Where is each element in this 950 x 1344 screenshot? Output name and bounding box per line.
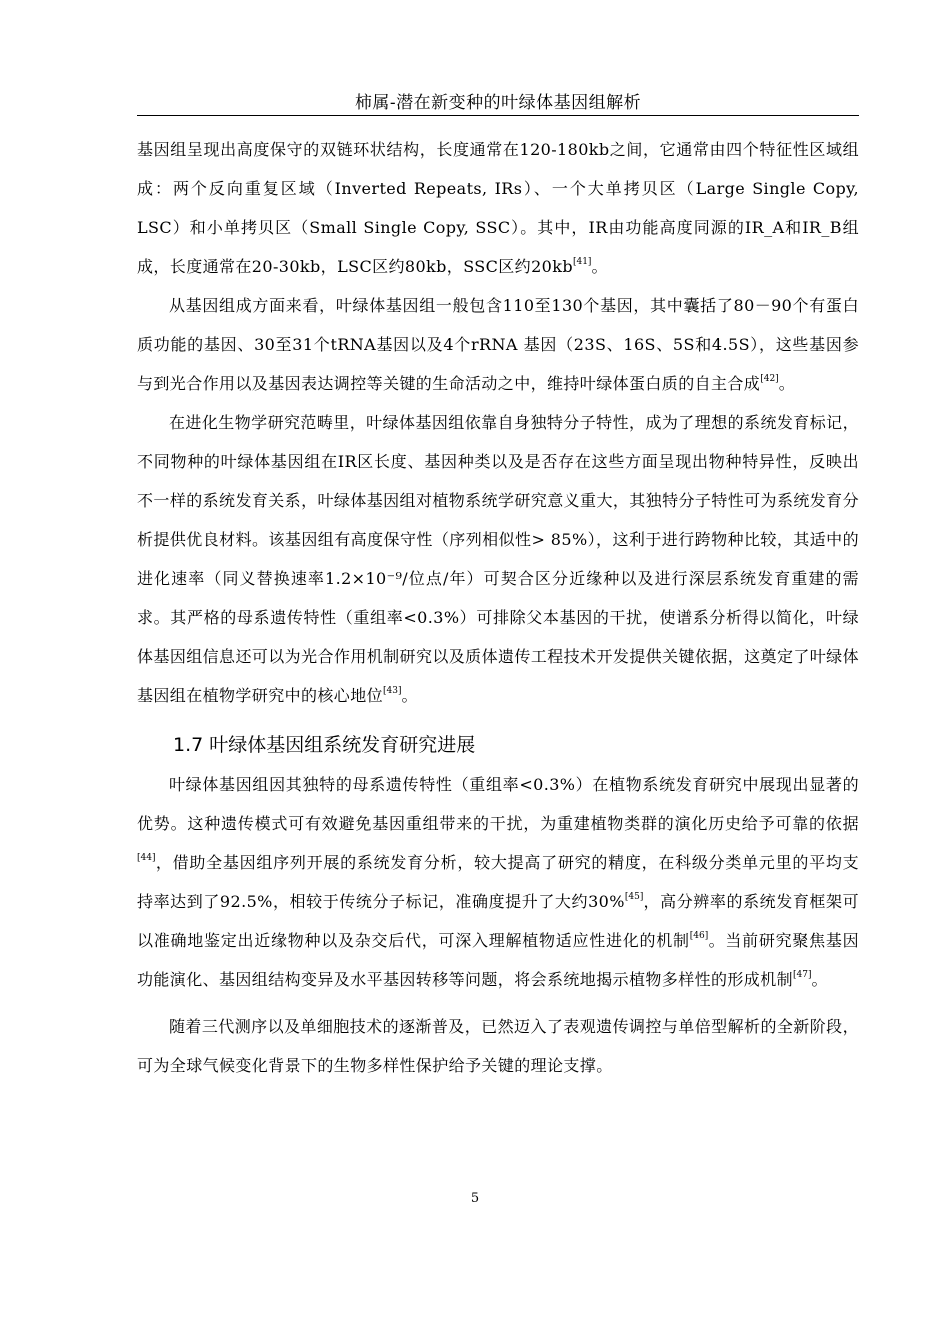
paragraph-end: 。 [401, 686, 418, 705]
citation-47: [47] [793, 970, 812, 980]
paragraph-text: 在进化生物学研究范畴里，叶绿体基因组依靠自身独特分子特性，成为了理想的系统发育标记，不同物种的叶绿体基因组在IR区长度、基因种类以及是否存在这些方面呈现出物种特异性，反映出不一样的系统发育关系，叶绿体基因组对植物系统学研究意义重大，其独特分子特性可为系统发育分析提供优良材料。该基因组有高度保守性（序列相似性> 85%），这利于进行跨物种比较，其适中的进化速率（同义替换速率1.2×10⁻⁹/位点/年）可契合区分近缘种以及进行深层系统发育重建的需求。其严格的母系遗传特性（重组率<0.3%）可排除父本基因的干扰，使谱系分析得以简化，叶绿体基因组信息还可以为光合作用机制研究以及质体遗传工程技术开发提供关键依据，这奠定了叶绿体基因组在植物学研究中的核心地位 [137, 413, 859, 705]
page-number: 5 [470, 1191, 480, 1206]
paragraph-ir-structure [137, 130, 859, 286]
paragraph-evolutionary-biology [137, 403, 859, 715]
citation-43: [43] [383, 686, 402, 696]
paragraph-gene-composition [137, 286, 859, 403]
page-body [137, 130, 859, 1085]
header-divider [137, 115, 859, 116]
paragraph-phylogeny-progress [137, 765, 859, 999]
citation-46: [46] [689, 931, 709, 941]
paragraph-end: 。 [591, 257, 608, 276]
citation-44: [44] [137, 853, 156, 863]
citation-41: [41] [572, 257, 592, 267]
paragraph-text: 。当前研究聚焦基因功能演化、基因组结构变异及水平基因转移等问题，将会系统地揭示植物多样性的形成机制 [137, 931, 860, 989]
paragraph-text: 基因组呈现出高度保守的双链环状结构，长度通常在120-180kb之间，它通常由四个特征性区域组成：两个反向重复区域（Inverted Repeats, IRs）、一个大单拷贝区（Large Single Copy, LSC）和小单拷贝区（Small Single Copy, SSC）。其中，IR由功能高度同源的IR_A和IR_B组成，长度通常在20-30kb，LSC区约80kb，SSC区约20kb [137, 140, 859, 276]
paragraph-text: 随着三代测序以及单细胞技术的逐渐普及，已然迈入了表观遗传调控与单倍型解析的全新阶段，可为全球气候变化背景下的生物多样性保护给予关键的理论支撑。 [137, 1017, 859, 1075]
paragraph-text: 叶绿体基因组因其独特的母系遗传特性（重组率<0.3%）在植物系统发育研究中展现出显著的优势。这种遗传模式可有效避免基因重组带来的干扰，为重建植物类群的演化历史给予可靠的依据 [137, 775, 859, 833]
paragraph-end: 。 [778, 374, 796, 393]
section-heading: 1.7 叶绿体基因组系统发育研究进展 [173, 734, 476, 756]
running-header: 柿属-潜在新变种的叶绿体基因组解析 [354, 93, 642, 113]
citation-45: [45] [624, 892, 644, 902]
paragraph-end: 。 [811, 970, 828, 989]
citation-42: [42] [760, 374, 779, 384]
paragraph-sequencing-outlook [137, 1007, 859, 1085]
paragraph-text: ，借助全基因组序列开展的系统发育分析，较大提高了研究的精度，在科级分类单元里的平均支持率达到了92.5%，相较于传统分子标记，准确度提升了大约30% [137, 853, 859, 911]
paragraph-text: ，高分辨率的系统发育框架可以准确地鉴定出近缘物种以及杂交后代，可深入理解植物适应性进化的机制 [137, 892, 859, 950]
paragraph-gap [137, 999, 859, 1007]
paragraph-text: 从基因组成方面来看，叶绿体基因组一般包含110至130个基因，其中囊括了80－90个有蛋白质功能的基因、30至31个tRNA基因以及4个rRNA 基因（23S、16S、5S和4.5S），这些基因参与到光合作用以及基因表达调控等关键的生命活动之中，维持叶绿体蛋白质的自主合成 [137, 296, 859, 393]
